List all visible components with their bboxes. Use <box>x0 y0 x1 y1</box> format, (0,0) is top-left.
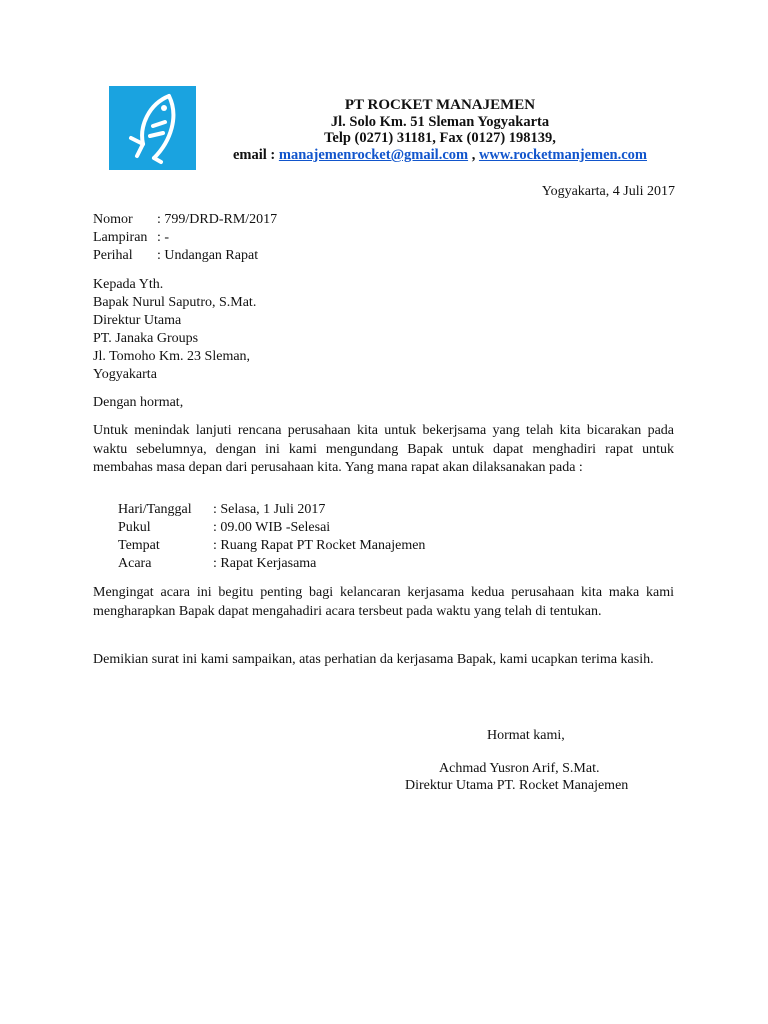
greeting: Dengan hormat, <box>93 395 184 410</box>
recipient-line: PT. Janaka Groups <box>93 331 199 346</box>
meta-value-lampiran: : - <box>157 230 170 245</box>
company-address: Jl. Solo Km. 51 Sleman Yogyakarta <box>330 114 550 130</box>
meta-label-perihal: Perihal <box>93 248 133 263</box>
detail-label-date: Hari/Tanggal <box>118 502 192 517</box>
recipient-line: Bapak Nurul Saputro, S.Mat. <box>93 295 257 310</box>
signatory-title: Direktur Utama PT. Rocket Manajemen <box>405 778 629 793</box>
meta-label-lampiran: Lampiran <box>93 230 148 245</box>
recipient-line: Yogyakarta <box>93 367 157 382</box>
company-name: PT ROCKET MANAJEMEN <box>344 97 536 113</box>
meta-value-perihal: : Undangan Rapat <box>157 248 259 263</box>
body-paragraph-3: Demikian surat ini kami sampaikan, atas perhatian da kerjasama Bapak, kami ucapkan terima kasih. <box>93 652 654 667</box>
meta-value-nomor: : 799/DRD-RM/2017 <box>157 212 278 227</box>
signatory-name: Achmad Yusron Arif, S.Mat. <box>439 761 600 776</box>
recipient-line: Kepada Yth. <box>93 277 164 292</box>
detail-value-place: : Ruang Rapat PT Rocket Manajemen <box>213 538 426 553</box>
closing-salutation: Hormat kami, <box>487 728 565 743</box>
detail-label-event: Acara <box>118 556 152 571</box>
detail-value-date: : Selasa, 1 Juli 2017 <box>213 502 326 517</box>
email-link[interactable]: manajemenrocket@gmail.com <box>278 147 469 163</box>
rocket-fish-icon <box>109 86 196 170</box>
company-contact <box>200 146 680 164</box>
detail-value-time: : 09.00 WIB -Selesai <box>213 520 331 535</box>
body-paragraph-2: Mengingat acara ini begitu penting bagi kelancaran kerjasama kedua perusahaan kita maka kami mengharapkan Bapak dapat mengahadiri acara tersbeut pada waktu yang telah di tentukan. <box>93 585 674 619</box>
letter-date: Yogyakarta, 4 Juli 2017 <box>541 184 675 199</box>
recipient-line: Direktur Utama <box>93 313 182 328</box>
detail-label-place: Tempat <box>118 538 160 553</box>
recipient-line: Jl. Tomoho Km. 23 Sleman, <box>93 349 251 364</box>
contact-separator: , <box>468 147 479 163</box>
website-link[interactable]: www.rocketmanjemen.com <box>478 147 648 163</box>
company-phone: Telp (0271) 31181, Fax (0127) 198139, <box>324 130 556 146</box>
meta-label-nomor: Nomor <box>93 212 133 227</box>
detail-label-time: Pukul <box>118 520 151 535</box>
detail-value-event: : Rapat Kerjasama <box>213 556 317 571</box>
email-label: email : <box>232 147 279 163</box>
body-paragraph-1: Untuk menindak lanjuti rencana perusahaan kita untuk bekerjsama yang telah kita bicarakan pada waktu sebelumnya, dengan ini kami mengundang Bapak untuk dapat menghadiri rapat untuk membahas masa depan dari perusahaan kita. Yang mana rapat akan dilaksanakan pada : <box>93 423 674 475</box>
company-logo <box>109 86 196 170</box>
